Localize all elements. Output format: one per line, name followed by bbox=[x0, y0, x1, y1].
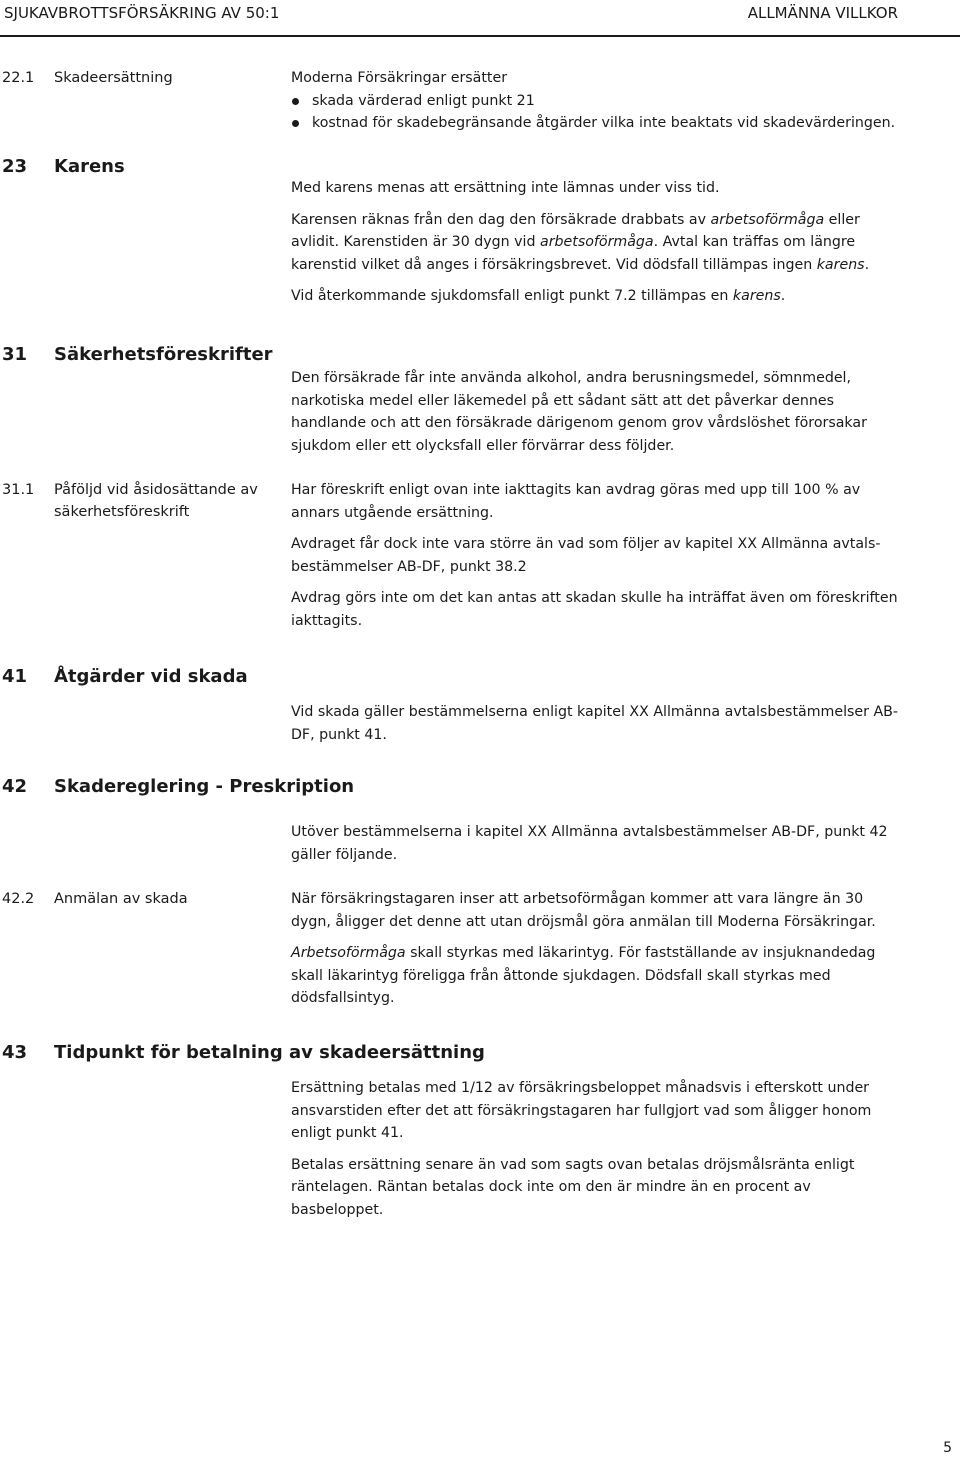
section-number: 23 bbox=[2, 156, 28, 177]
paragraph: Den försäkrade får inte använda alkohol, andra berusningsmedel, sömnmedel, narkotiska medel eller läkemedel på ett sådant sätt att det påverkar dennes handlande och att den försäkrade därigenom genom grov vårdslöshet förorsakar sjukdom eller ett olycksfall eller förvärrar dess följder. bbox=[291, 370, 867, 454]
header-document-title: SJUKAVBROTTSFÖRSÄKRING AV 50:1 bbox=[4, 4, 280, 22]
header-divider bbox=[0, 35, 960, 37]
list-item: skada värderad enligt punkt 21 bbox=[291, 90, 901, 113]
list-item: kostnad för skadebegränsande åtgärder vilka inte beaktats vid skadevärderingen. bbox=[291, 112, 901, 135]
paragraph: Avdrag görs inte om det kan antas att skadan skulle ha inträffat även om föreskriften iakttagits. bbox=[291, 590, 898, 629]
page-header bbox=[0, 0, 960, 26]
section-number: 41 bbox=[2, 666, 28, 687]
paragraph: Karensen räknas från den dag den försäkrade drabbats av arbetsoförmåga eller avlidit. Karenstiden är 30 dygn vid arbetsoförmåga. Avtal kan träffas om längre karenstid vilket då anges i försäkringsbrevet. Vid dödsfall tillämpas ingen karens. bbox=[291, 211, 870, 273]
header-section-title: ALLMÄNNA VILLKOR bbox=[747, 4, 898, 22]
paragraph: Utöver bestämmelserna i kapitel XX Allmänna avtalsbestämmelser AB-DF, punkt 42 gäller följande. bbox=[291, 824, 888, 863]
paragraph: Arbetsoförmåga skall styrkas med läkarintyg. För fastställande av insjuknandedag skall läkarintyg föreligga från åttonde sjukdagen. Dödsfall skall styrkas med dödsfallsintyg. bbox=[291, 945, 876, 1006]
section-23-body bbox=[291, 177, 901, 308]
bullet-icon bbox=[292, 98, 299, 105]
section-number: 42.2 bbox=[2, 891, 35, 907]
section-title: Säkerhetsföreskrifter bbox=[54, 344, 273, 365]
paragraph: Har föreskrift enligt ovan inte iakttagits kan avdrag göras med upp till 100 % av annars utgående ersättning. bbox=[291, 482, 861, 521]
section-title: Tidpunkt för betalning av skadeersättning bbox=[54, 1042, 485, 1063]
section-number: 43 bbox=[2, 1042, 28, 1063]
section-title: Skadereglering - Preskription bbox=[54, 776, 355, 797]
section-title: Karens bbox=[54, 156, 125, 177]
bullet-icon bbox=[292, 120, 299, 127]
section-31-body bbox=[291, 367, 901, 457]
page-number: 5 bbox=[943, 1440, 952, 1456]
section-22-1-body bbox=[291, 67, 901, 135]
section-title: Anmälan av skada bbox=[54, 891, 188, 907]
paragraph: Betalas ersättning senare än vad som sagts ovan betalas dröjsmålsränta enligt räntelagen. Räntan betalas dock inte om den är mindre än en procent av basbeloppet. bbox=[291, 1156, 855, 1218]
paragraph: Med karens menas att ersättning inte lämnas under viss tid. bbox=[291, 180, 720, 196]
paragraph: När försäkringstagaren inser att arbetsoförmågan kommer att vara längre än 30 dygn, åligger det denne att utan dröjsmål göra anmälan till Moderna Försäkringar. bbox=[291, 891, 876, 930]
section-43-body bbox=[291, 1077, 901, 1221]
section-31-1-body bbox=[291, 479, 901, 632]
section-number: 22.1 bbox=[2, 70, 35, 86]
paragraph: Vid återkommande sjukdomsfall enligt punkt 7.2 tillämpas en karens. bbox=[291, 288, 786, 304]
section-42-2-body bbox=[291, 888, 901, 1010]
section-title: Skadeersättning bbox=[54, 70, 173, 86]
paragraph: Ersättning betalas med 1/12 av försäkringsbeloppet månadsvis i efterskott under ansvarstiden efter det att försäkringstagaren har fullgjort vad som åligger honom enligt punkt 41. bbox=[291, 1080, 872, 1141]
paragraph: Vid skada gäller bestämmelserna enligt kapitel XX Allmänna avtalsbestämmelser AB-DF, punkt 41. bbox=[291, 704, 899, 743]
section-number: 31.1 bbox=[2, 482, 35, 498]
section-number: 42 bbox=[2, 776, 28, 797]
section-42-body bbox=[291, 821, 901, 866]
paragraph: Moderna Försäkringar ersätter bbox=[291, 70, 508, 86]
section-41-body bbox=[291, 701, 901, 746]
section-title: Påföljd vid åsidosättande av säkerhetsföreskrift bbox=[54, 482, 258, 520]
section-number: 31 bbox=[2, 344, 28, 365]
section-title: Åtgärder vid skada bbox=[54, 666, 248, 687]
paragraph: Avdraget får dock inte vara större än vad som följer av kapitel XX Allmänna avtalsbestämmelser AB-DF, punkt 38.2 bbox=[291, 536, 881, 575]
